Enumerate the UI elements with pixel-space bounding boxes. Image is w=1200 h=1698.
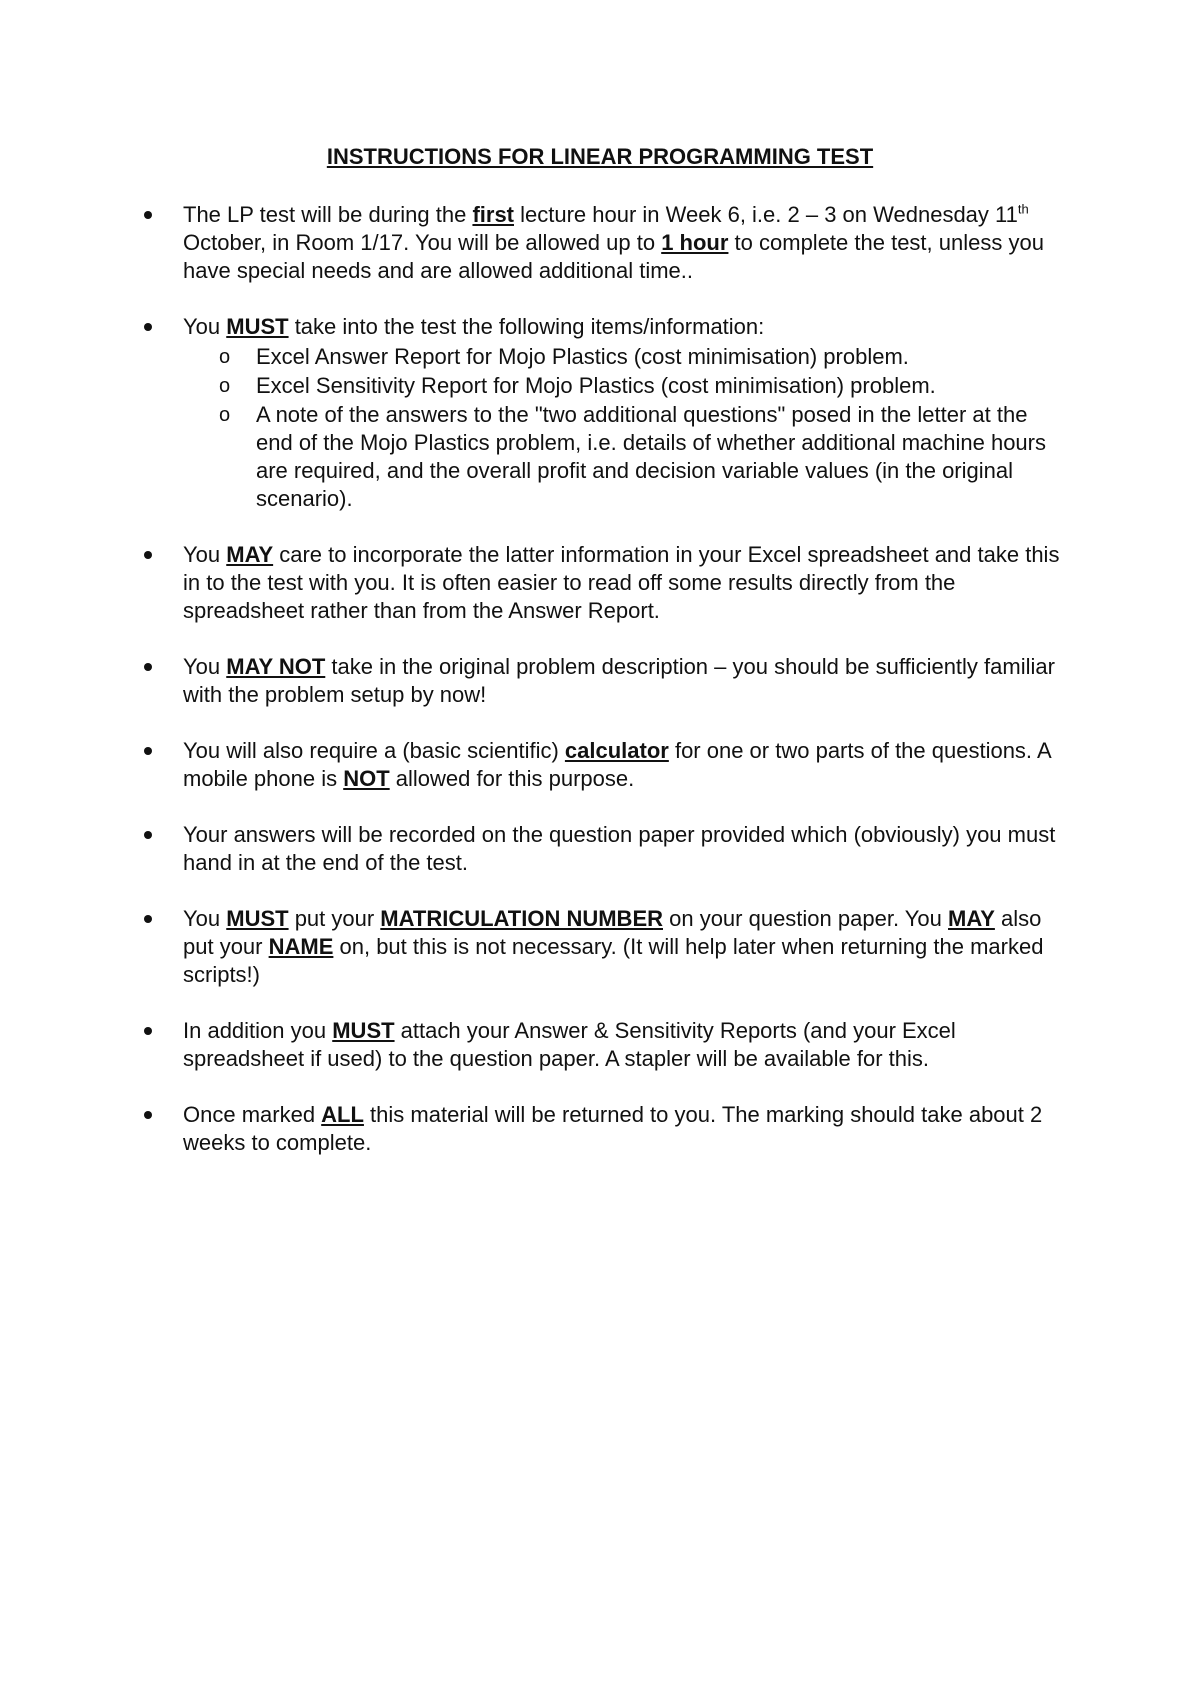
list-item-must-take: You MUST take into the test the following items/information: o Excel Answer Report for Mojo Plastics (cost minimisation) problem. o Excel Sensitivity Report for Mojo Plastics (cost minimisation) problem. o A note of the answers to the "two additional questions" posed in the letter at the end of the Mojo Plastics problem, i.e. details of whether additional machine hours are required, and the overall profit and decision variable values (in the original scenario). xyxy=(183,313,1063,513)
list-item-calculator: You will also require a (basic scientific) calculator for one or two parts of the questions. A mobile phone is NOT allowed for this purpose. xyxy=(183,737,1063,793)
emphasis-may: MAY xyxy=(226,542,274,567)
emphasis-not: NOT xyxy=(343,766,390,791)
bullet-icon xyxy=(144,663,152,671)
bullet-icon xyxy=(144,831,152,839)
emphasis-must: MUST xyxy=(226,906,289,931)
list-item-test-time: The LP test will be during the first lecture hour in Week 6, i.e. 2 – 3 on Wednesday 11th October, in Room 1/17. You will be allowed up to 1 hour to complete the test, unless you have special needs and are allowed additional time.. xyxy=(183,201,1063,285)
emphasis-all: ALL xyxy=(321,1102,364,1127)
list-item-returned: Once marked ALL this material will be returned to you. The marking should take about 2 weeks to complete. xyxy=(183,1101,1063,1157)
circle-bullet-icon: o xyxy=(219,375,231,397)
document-title: INSTRUCTIONS FOR LINEAR PROGRAMMING TEST xyxy=(326,144,874,169)
bullet-icon xyxy=(144,747,152,755)
emphasis-must: MUST xyxy=(226,314,289,339)
circle-bullet-icon: o xyxy=(219,404,231,426)
list-item-answers: Your answers will be recorded on the question paper provided which (obviously) you must hand in at the end of the test. xyxy=(183,821,1063,877)
emphasis-first: first xyxy=(472,202,514,227)
bullet-icon xyxy=(144,1111,152,1119)
emphasis-name: NAME xyxy=(268,934,334,959)
ordinal-suffix: th xyxy=(1017,201,1029,217)
bullet-icon xyxy=(144,551,152,559)
emphasis-must: MUST xyxy=(332,1018,395,1043)
bullet-icon xyxy=(144,915,152,923)
required-items-sublist xyxy=(183,343,1063,513)
list-item-attach-reports: In addition you MUST attach your Answer & Sensitivity Reports (and your Excel spreadsheet if used) to the question paper. A stapler will be available for this. xyxy=(183,1017,1063,1073)
bullet-icon xyxy=(144,323,152,331)
circle-bullet-icon: o xyxy=(219,346,231,368)
bullet-icon xyxy=(144,211,152,219)
bullet-icon xyxy=(144,1027,152,1035)
emphasis-calculator: calculator xyxy=(564,738,669,763)
list-item-matriculation: You MUST put your MATRICULATION NUMBER on your question paper. You MAY also put your NAME on, but this is not necessary. (It will help later when returning the marked scripts!) xyxy=(183,905,1063,989)
sublist-item: o A note of the answers to the "two additional questions" posed in the letter at the end of the Mojo Plastics problem, i.e. details of whether additional machine hours are required, and the overall profit and decision variable values (in the original scenario). xyxy=(219,402,1046,511)
emphasis-may: MAY xyxy=(948,906,995,931)
emphasis-may-not: MAY NOT xyxy=(226,654,326,679)
sublist-item: o Excel Answer Report for Mojo Plastics (cost minimisation) problem. xyxy=(219,344,909,369)
emphasis-matriculation-number: MATRICULATION NUMBER xyxy=(380,906,663,931)
list-item-may-not: You MAY NOT take in the original problem description – you should be sufficiently familiar with the problem setup by now! xyxy=(183,653,1063,709)
list-item-may-incorporate: You MAY care to incorporate the latter information in your Excel spreadsheet and take this in to the test with you. It is often easier to read off some results directly from the spreadsheet rather than from the Answer Report. xyxy=(183,541,1063,625)
emphasis-1-hour: 1 hour xyxy=(661,230,729,255)
instructions-list xyxy=(183,201,1063,1185)
sublist-item: o Excel Sensitivity Report for Mojo Plastics (cost minimisation) problem. xyxy=(219,373,936,398)
